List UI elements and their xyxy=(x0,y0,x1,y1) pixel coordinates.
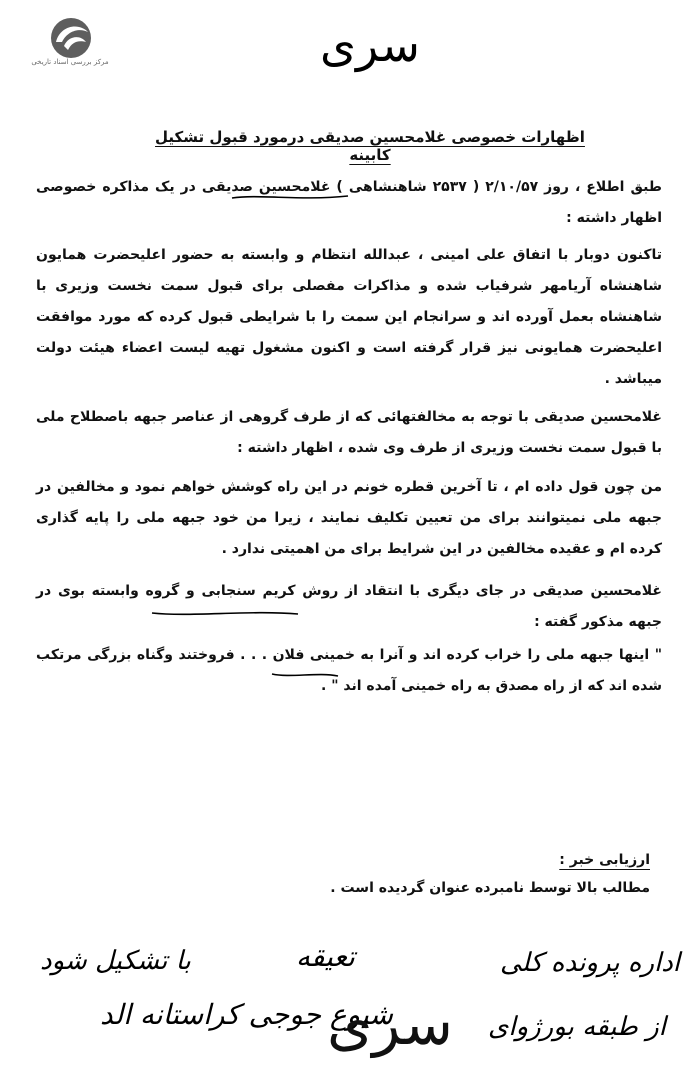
header-secret-stamp: سری xyxy=(320,18,420,72)
handwritten-note: شیوع جوجی کراستانه الد xyxy=(100,998,394,1031)
handwritten-note: اداره پرونده کلی xyxy=(500,948,681,978)
handwritten-underline xyxy=(150,608,300,618)
handwritten-note: با تشکیل شود xyxy=(40,946,191,976)
footer-secret-stamp: سری xyxy=(327,990,453,1058)
paragraph-5: غلامحسین صدیقی در جای دیگری با انتقاد از روش کریم سنجابی و گروه وابسته بوی در جبهه مذکور گفته : xyxy=(36,583,662,630)
logo-text: مرکز بررسی اسناد تاریخی xyxy=(31,58,109,66)
appraisal-text: مطالب بالا توسط نامبرده عنوان گردیده است . xyxy=(330,880,650,896)
paragraph-2: تاکنون دوبار با اتفاق علی امینی ، عبدالله انتظام و وابسته به حضور اعلیحضرت همایون شاهنشاه آریامهر شرفیاب شده و مذاکرات مفصلی برای قبول سمت نخست وزیری با شاهنشاه بعمل آورده اند و سرانجام این سمت را با شرایطی قبول کرده که مورد موافقت اعلیحضرت همایونی نیز قرار گرفته است و اکنون مشغول تهیه لیست اعضاء هیئت دولت میباشد . xyxy=(36,247,662,387)
document-title: اظهارات خصوصی غلامحسین صدیقی درمورد قبول تشکیل کابینه xyxy=(155,128,585,164)
handwritten-underline xyxy=(270,670,340,680)
paragraph-4: من چون قول داده ام ، تا آخرین قطره خونم در این راه کوشش خواهم نمود و مخالفین در جبهه ملی نمیتوانند برای من تعیین تکلیف نمایند ، زیرا من خود جبهه ملی را پایه گذاری کرده ام و عقیده مخالفین در این شرایط برای من اهمیتی ندارد . xyxy=(36,479,662,557)
handwritten-note: از طبقه بورژوای xyxy=(488,1012,666,1042)
paragraph-1: طبق اطلاع ، روز ۲/۱۰/۵۷ ( ۲۵۳۷ شاهنشاهی ) غلامحسین صدیقی در یک مذاکره خصوصی اظهار داشته : xyxy=(36,179,662,226)
handwritten-initial: تعیقه xyxy=(296,940,355,973)
paragraph-3: غلامحسین صدیقی با توجه به مخالفتهائی که از طرف گروهی از عناصر جبهه باصطلاح ملی با قبول سمت نخست وزیری از طرف وی شده ، اظهار داشته : xyxy=(36,409,662,456)
appraisal-label: ارزیابی خبر : xyxy=(559,852,650,868)
handwritten-underline xyxy=(230,192,350,202)
paragraph-6: " اینها جبهه ملی را خراب کرده اند و آنرا به خمینی فلان . . . فروختند وگناه بزرگی مرتکب شده اند که از راه مصدق به راه خمینی آمده اند " . xyxy=(36,647,662,694)
